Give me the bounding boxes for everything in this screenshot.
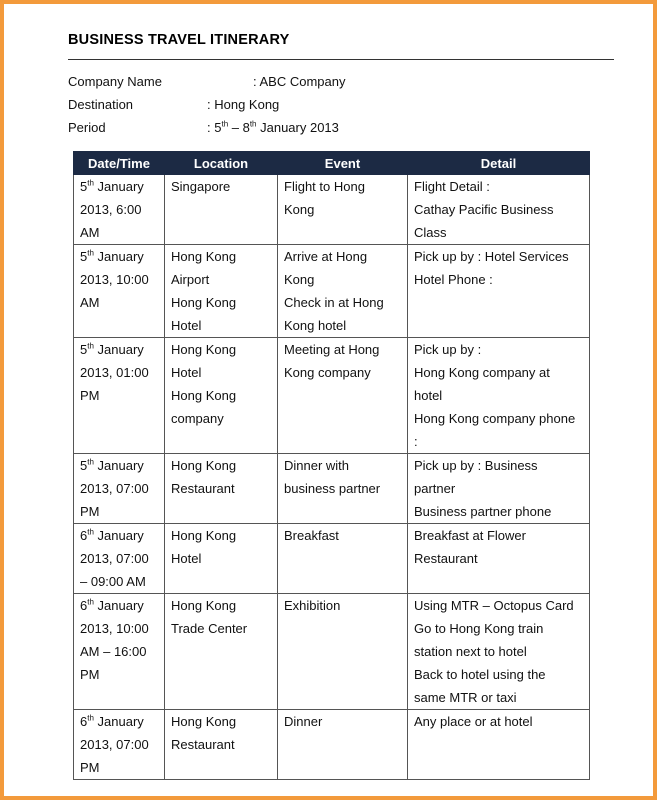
- date-ordinal-suffix: th: [87, 527, 94, 537]
- detail-line: Pick up by : Business: [414, 458, 538, 473]
- date-text: 5: [80, 179, 88, 194]
- cell-date-time: [74, 524, 165, 594]
- period-end: – 8: [228, 120, 250, 135]
- date-text: 2013, 10:00: [80, 621, 149, 636]
- table-row: [74, 454, 590, 524]
- location-line: Hong Kong: [171, 598, 237, 613]
- cell-detail: [408, 338, 590, 454]
- location-line: Singapore: [171, 179, 231, 194]
- period-end-suffix: th: [249, 119, 257, 129]
- itinerary-table: [73, 151, 590, 780]
- cell-event: [278, 594, 408, 710]
- date-line: [80, 617, 158, 640]
- event-line: Kong: [284, 272, 315, 287]
- cell-location: [165, 710, 278, 780]
- detail-line: Using MTR – Octopus Card: [414, 598, 574, 613]
- location-line: Airport: [171, 272, 210, 287]
- detail-line: Pick up by :: [414, 342, 482, 357]
- date-line: [80, 338, 158, 361]
- date-line: [80, 570, 158, 593]
- date-line: [80, 198, 158, 221]
- date-ordinal-suffix: th: [87, 178, 94, 188]
- cell-location: [165, 245, 278, 338]
- date-line: [80, 268, 158, 291]
- detail-line: Any place or at hotel: [414, 714, 533, 729]
- date-line: [80, 640, 158, 663]
- document-page: [4, 4, 653, 796]
- event-line: Dinner: [284, 714, 323, 729]
- date-ordinal-suffix: th: [87, 457, 94, 467]
- date-line: [80, 500, 158, 523]
- location-line: Hong Kong: [171, 388, 237, 403]
- date-ordinal-suffix: th: [87, 248, 94, 258]
- period-label: Period: [68, 120, 106, 135]
- event-line: Kong hotel: [284, 318, 347, 333]
- date-month: January: [93, 342, 144, 357]
- cell-detail: [408, 454, 590, 524]
- cell-event: [278, 245, 408, 338]
- cell-event: [278, 175, 408, 245]
- date-ordinal-suffix: th: [87, 597, 94, 607]
- date-month: January: [93, 458, 144, 473]
- location-line: Hong Kong: [171, 295, 237, 310]
- date-text: 5: [80, 342, 88, 357]
- cell-date-time: [74, 175, 165, 245]
- header-detail: Detail: [408, 152, 590, 175]
- header-event: Event: [278, 152, 408, 175]
- event-line: Exhibition: [284, 598, 341, 613]
- period-value: [207, 116, 339, 139]
- cell-detail: [408, 175, 590, 245]
- detail-line: Pick up by : Hotel Services: [414, 249, 569, 264]
- table-header-row: [74, 152, 590, 175]
- date-text: AM: [80, 295, 100, 310]
- detail-line: Breakfast at Flower: [414, 528, 526, 543]
- table-body: [74, 175, 590, 780]
- destination-label: Destination: [68, 97, 134, 112]
- date-line: [80, 361, 158, 384]
- detail-line: Hong Kong company at: [414, 365, 550, 380]
- table-row: [74, 175, 590, 245]
- date-text: 2013, 10:00: [80, 272, 149, 287]
- location-line: Hong Kong: [171, 528, 237, 543]
- date-line: [80, 175, 158, 198]
- detail-line: Restaurant: [414, 551, 478, 566]
- date-line: [80, 524, 158, 547]
- detail-line: same MTR or taxi: [414, 690, 517, 705]
- cell-date-time: [74, 454, 165, 524]
- table-row: [74, 245, 590, 338]
- detail-line: Hotel Phone :: [414, 272, 493, 287]
- period-start-suffix: th: [221, 119, 229, 129]
- event-line: Check in at Hong: [284, 295, 384, 310]
- cell-location: [165, 524, 278, 594]
- event-line: Flight to Hong: [284, 179, 365, 194]
- detail-line: Flight Detail :: [414, 179, 490, 194]
- table-row: [74, 594, 590, 710]
- date-text: 6: [80, 714, 88, 729]
- date-line: [80, 547, 158, 570]
- date-text: 2013, 01:00: [80, 365, 149, 380]
- date-line: [80, 710, 158, 733]
- detail-line: partner: [414, 481, 456, 496]
- cell-event: [278, 454, 408, 524]
- date-month: January: [93, 249, 144, 264]
- cell-location: [165, 175, 278, 245]
- location-line: company: [171, 411, 224, 426]
- title-divider: [68, 59, 614, 60]
- cell-location: [165, 594, 278, 710]
- period-start: : 5: [207, 120, 222, 135]
- event-line: Arrive at Hong: [284, 249, 368, 264]
- cell-date-time: [74, 338, 165, 454]
- company-label: Company Name: [68, 74, 162, 89]
- cell-date-time: [74, 594, 165, 710]
- date-line: [80, 384, 158, 407]
- detail-line: Business partner phone: [414, 504, 552, 519]
- header-date-time: Date/Time: [74, 152, 165, 175]
- date-text: PM: [80, 388, 100, 403]
- company-value: : ABC Company: [253, 74, 346, 89]
- cell-date-time: [74, 245, 165, 338]
- event-line: Breakfast: [284, 528, 339, 543]
- event-line: Kong company: [284, 365, 371, 380]
- date-text: PM: [80, 504, 100, 519]
- event-line: Meeting at Hong: [284, 342, 380, 357]
- date-text: 2013, 07:00: [80, 481, 149, 496]
- date-text: AM – 16:00: [80, 644, 147, 659]
- detail-line: Hong Kong company phone: [414, 411, 576, 426]
- detail-line: Class: [414, 225, 447, 240]
- date-month: January: [93, 528, 144, 543]
- table-row: [74, 524, 590, 594]
- header-location: Location: [165, 152, 278, 175]
- detail-line: hotel: [414, 388, 443, 403]
- date-line: [80, 221, 158, 244]
- cell-event: [278, 338, 408, 454]
- location-line: Hotel: [171, 318, 202, 333]
- date-text: AM: [80, 225, 100, 240]
- cell-event: [278, 524, 408, 594]
- date-month: January: [93, 179, 144, 194]
- cell-location: [165, 454, 278, 524]
- detail-line: Back to hotel using the: [414, 667, 546, 682]
- event-line: business partner: [284, 481, 381, 496]
- destination-value: : Hong Kong: [207, 97, 280, 112]
- event-line: Dinner with: [284, 458, 350, 473]
- location-line: Restaurant: [171, 737, 235, 752]
- date-month: January: [93, 714, 144, 729]
- date-line: [80, 477, 158, 500]
- date-line: [80, 291, 158, 314]
- date-text: 6: [80, 598, 88, 613]
- location-line: Restaurant: [171, 481, 235, 496]
- detail-line: :: [414, 434, 418, 449]
- date-text: 5: [80, 458, 88, 473]
- date-line: [80, 454, 158, 477]
- location-line: Hong Kong: [171, 714, 237, 729]
- location-line: Hong Kong: [171, 249, 237, 264]
- cell-date-time: [74, 710, 165, 780]
- location-line: Hotel: [171, 365, 202, 380]
- cell-location: [165, 338, 278, 454]
- date-line: [80, 733, 158, 756]
- detail-line: station next to hotel: [414, 644, 527, 659]
- cell-event: [278, 710, 408, 780]
- table-row: [74, 338, 590, 454]
- document-title: BUSINESS TRAVEL ITINERARY: [68, 32, 290, 48]
- date-text: 2013, 07:00: [80, 737, 149, 752]
- date-text: PM: [80, 667, 100, 682]
- cell-detail: [408, 594, 590, 710]
- cell-detail: [408, 245, 590, 338]
- date-line: [80, 245, 158, 268]
- event-line: Kong: [284, 202, 315, 217]
- period-month-year: January 2013: [256, 120, 339, 135]
- cell-detail: [408, 710, 590, 780]
- date-text: PM: [80, 760, 100, 775]
- location-line: Hotel: [171, 551, 202, 566]
- date-text: 2013, 07:00: [80, 551, 149, 566]
- date-month: January: [93, 598, 144, 613]
- location-line: Trade Center: [171, 621, 248, 636]
- date-ordinal-suffix: th: [87, 341, 94, 351]
- date-line: [80, 663, 158, 686]
- table-row: [74, 710, 590, 780]
- location-line: Hong Kong: [171, 342, 237, 357]
- detail-line: Cathay Pacific Business: [414, 202, 554, 217]
- date-text: – 09:00 AM: [80, 574, 146, 589]
- detail-line: Go to Hong Kong train: [414, 621, 544, 636]
- date-text: 2013, 6:00: [80, 202, 142, 217]
- location-line: Hong Kong: [171, 458, 237, 473]
- date-text: 5: [80, 249, 88, 264]
- cell-detail: [408, 524, 590, 594]
- date-line: [80, 756, 158, 779]
- date-line: [80, 594, 158, 617]
- date-ordinal-suffix: th: [87, 713, 94, 723]
- date-text: 6: [80, 528, 88, 543]
